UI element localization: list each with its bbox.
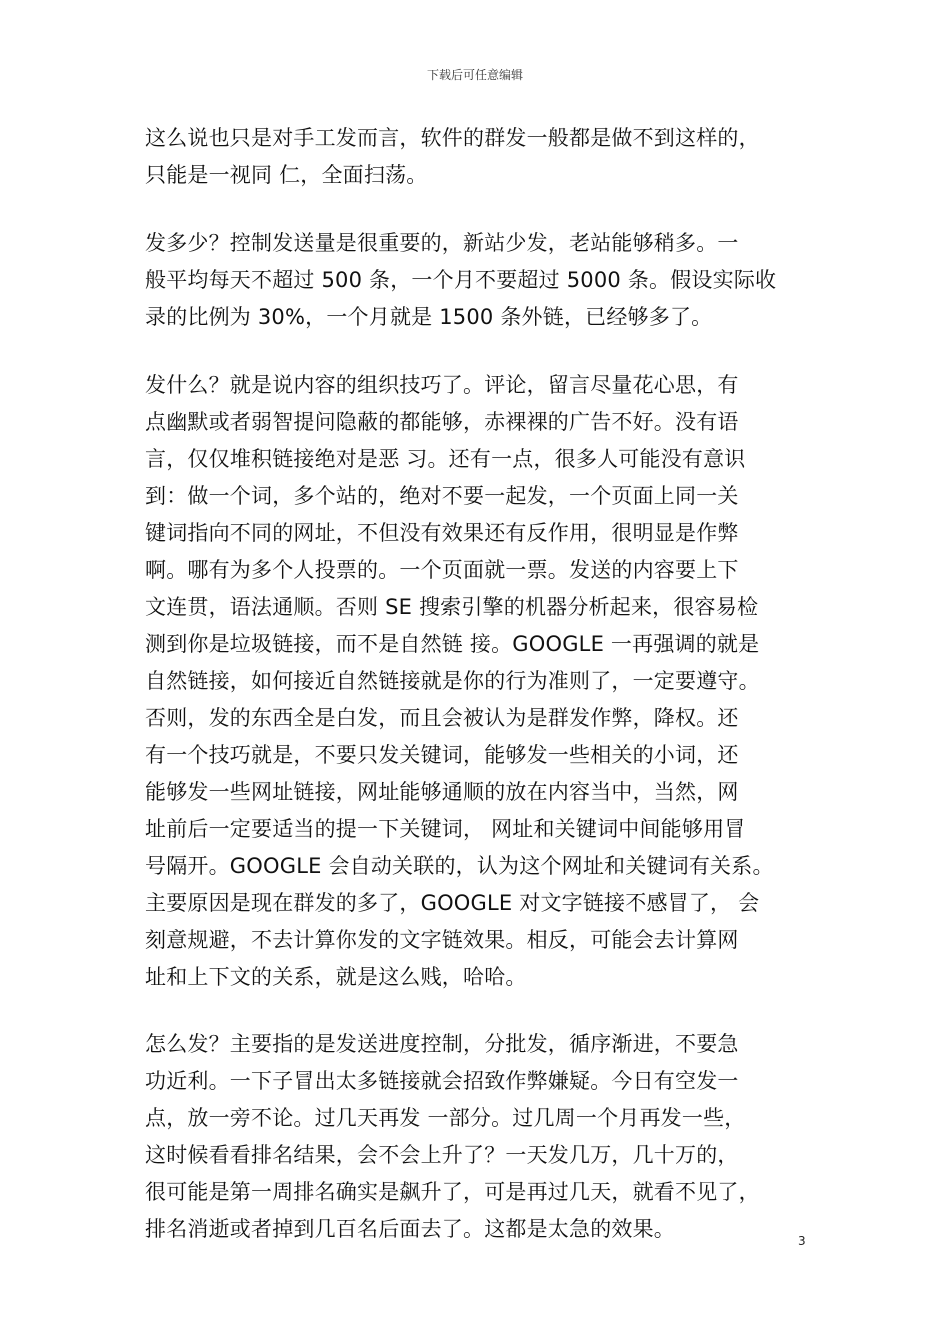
text-line: 发多少？控制发送量是很重要的，新站少发，老站能够稍多。一 (145, 231, 739, 255)
document-body (145, 120, 807, 1248)
text-line: 只能是一视同 仁，全面扫荡。 (145, 163, 428, 187)
paragraph-gap (145, 194, 807, 225)
text-line: 文连贯，语法通顺。否则 SE 搜索引擎的机器分析起来，很容易检 (145, 595, 759, 619)
text-line: 排名消逝或者掉到几百名后面去了。这都是太急的效果。 (145, 1217, 675, 1241)
text-line: 刻意规避，不去计算你发的文字链效果。相反，可能会去计算网 (145, 928, 739, 952)
text-line: 址和上下文的关系，就是这么贱，哈哈。 (145, 965, 527, 989)
text-line: 怎么发？主要指的是发送进度控制，分批发，循序渐进，不要急 (145, 1032, 739, 1056)
text-line: 言，仅仅堆积链接绝对是恶 习。还有一点，很多人可能没有意识 (145, 447, 746, 471)
text-line: 啊。哪有为多个人投票的。一个页面就一票。发送的内容要上下 (145, 558, 739, 582)
text-line: 点幽默或者弱智提问隐蔽的都能够，赤裸裸的广告不好。没有语 (145, 410, 739, 434)
paragraph-2 (145, 225, 807, 336)
text-line: 到：做一个词，多个站的，绝对不要一起发，一个页面上同一关 (145, 484, 739, 508)
paragraph-3 (145, 367, 807, 996)
paragraph-1 (145, 120, 807, 194)
paragraph-gap (145, 336, 807, 367)
text-line: 否则，发的东西全是白发，而且会被认为是群发作弊，降权。还 (145, 706, 739, 730)
text-line: 键词指向不同的网址，不但没有效果还有反作用，很明显是作弊 (145, 521, 739, 545)
text-line: 功近利。一下子冒出太多链接就会招致作弊嫌疑。今日有空发一 (145, 1069, 739, 1093)
text-line: 能够发一些网址链接，网址能够通顺的放在内容当中，当然，网 (145, 780, 739, 804)
text-line: 有一个技巧就是，不要只发关键词，能够发一些相关的小词，还 (145, 743, 739, 767)
text-line: 址前后一定要适当的提一下关键词， 网址和关键词中间能够用冒 (145, 817, 746, 841)
text-line: 这么说也只是对手工发而言，软件的群发一般都是做不到这样的， (145, 126, 760, 150)
text-line: 点，放一旁不论。过几天再发 一部分。过几周一个月再发一些， (145, 1106, 746, 1130)
text-line: 测到你是垃圾链接，而不是自然链 接。GOOGLE 一再强调的就是 (145, 632, 760, 656)
text-line: 很可能是第一周排名确实是飙升了，可是再过几天，就看不见了， (145, 1180, 760, 1204)
paragraph-gap (145, 996, 807, 1026)
paragraph-4 (145, 1026, 807, 1248)
text-line: 号隔开。GOOGLE 会自动关联的，认为这个网址和关键词有关系。 (145, 854, 774, 878)
text-line: 般平均每天不超过 500 条，一个月不要超过 5000 条。假设实际收 (145, 268, 777, 292)
text-line: 发什么？就是说内容的组织技巧了。评论，留言尽量花心思，有 (145, 373, 739, 397)
text-line: 自然链接，如何接近自然链接就是你的行为准则了，一定要遵守。 (145, 669, 760, 693)
text-line: 这时候看看排名结果，会不会上升了？一天发几万，几十万的， (145, 1143, 739, 1167)
text-line: 主要原因是现在群发的多了，GOOGLE 对文字链接不感冒了， 会 (145, 891, 760, 915)
page-number: 3 (798, 1234, 806, 1248)
page-header: 下载后可任意编辑 (426, 68, 523, 82)
text-line: 录的比例为 30%，一个月就是 1500 条外链，已经够多了。 (145, 305, 713, 329)
